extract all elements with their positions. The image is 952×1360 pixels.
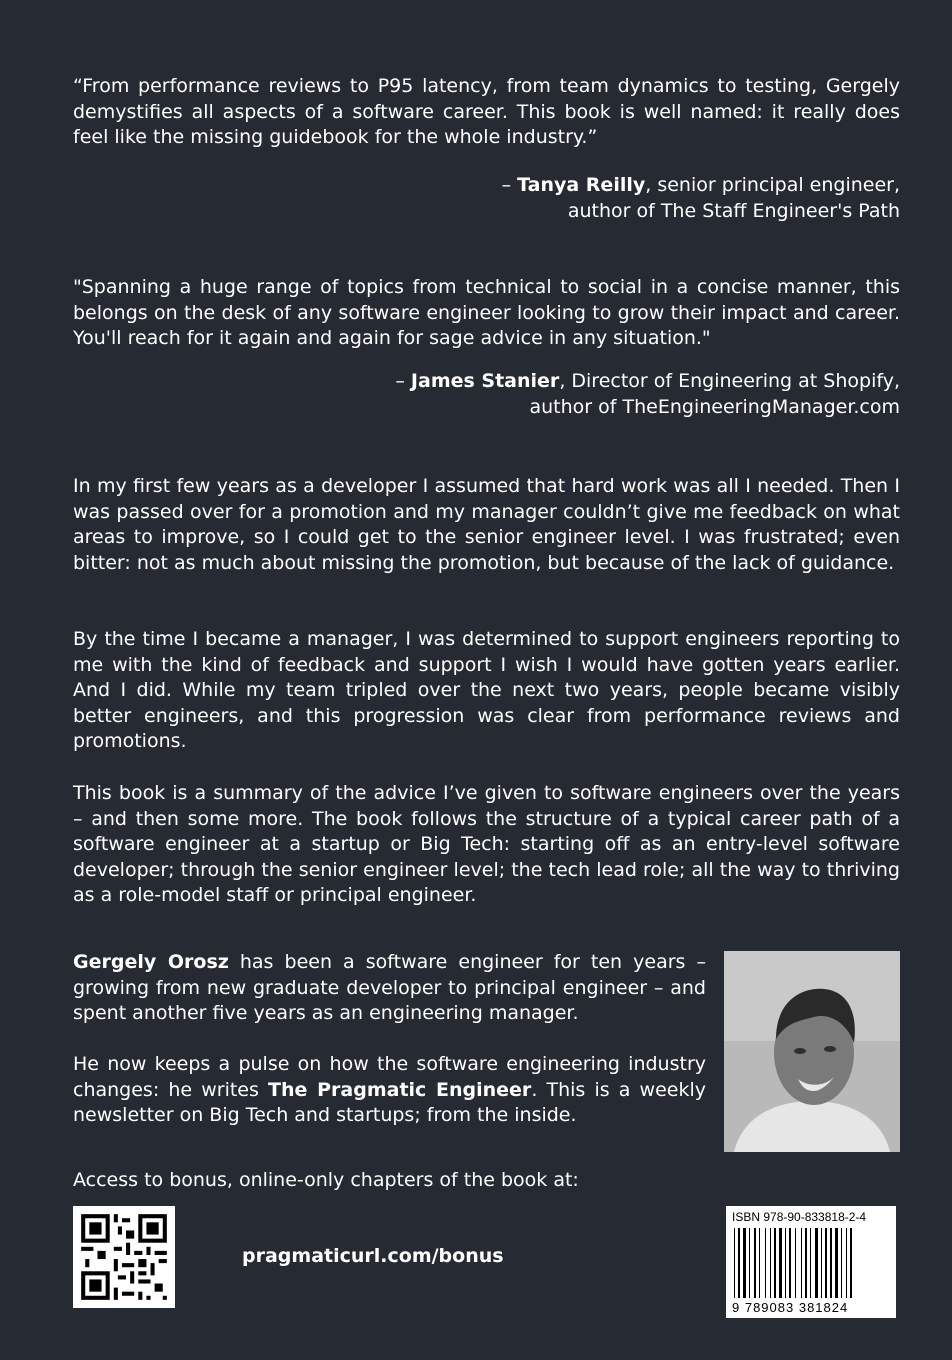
quote-2-role: , Director of Engineering at Shopify, [559, 370, 900, 392]
author-bio-newsletter-end: . This is a weekly newsletter on Big Tech and startups; from the inside. [73, 1078, 706, 1126]
description-paragraph-3: This book is a summary of the advice I’ve given to software engineers over the years – and then some more. The book follows the structure of a typical career path of a software engineer at a startup or Big Tech: starting off as an entry-level software developer; through the senior engineer level; the tech lead role; all the way to thriving as a role-model staff or principal engineer. [73, 782, 900, 906]
newsletter-name: The Pragmatic Engineer [268, 1078, 532, 1101]
description-paragraph-2: By the time I became a manager, I was determined to support engineers reporting to me with the kind of feedback and support I wish I would have gotten years earlier. And I did. While my team tripled over the next two years, people became visibly better engineers, and this progression was clear from performance reviews and promotions. [73, 628, 900, 752]
bonus-url[interactable]: pragmaticurl.com/bonus [242, 1245, 504, 1267]
quote-2-dash: – [395, 370, 411, 392]
isbn-barcode [726, 1206, 896, 1318]
quote-1-attribution [73, 173, 900, 224]
quote-1-dash: – [501, 174, 518, 196]
quote-1-credit: author of The Staff Engineer's Path [567, 199, 900, 222]
quote-1-text: “From performance reviews to P95 latency, from team dynamics to testing, Gergely demystifies all aspects of a software career. This book is well named: it really does feel like the missing guidebook for the whole industry.” [73, 75, 900, 148]
author-bio-paragraph-1 [73, 950, 706, 1027]
description-paragraph-1: In my first few years as a developer I assumed that hard work was all I needed. Then I was passed over for a promotion and my manager couldn’t give me feedback on what areas to improve, so I could get to the senior engineer level. I was frustrated; even bitter: not as much about missing the promotion, but because of the lack of guidance. [73, 475, 900, 574]
author-bio-newsletter-intro: He now keeps a pulse on how the software engineering industry changes: he writes [73, 1053, 706, 1101]
author-bio-paragraph-2 [73, 1052, 706, 1129]
author-bio-rest: has been a software engineer for ten years – growing from new graduate developer to principal engineer – and spent another five years as an engineering manager. [73, 951, 706, 1024]
author-name: Gergely Orosz [73, 951, 229, 973]
author-photo [724, 951, 900, 1152]
qr-code [73, 1206, 175, 1308]
quote-1-role: , senior principal engineer, [645, 174, 900, 196]
quote-1-author: Tanya Reilly [517, 174, 646, 196]
bonus-intro: Access to bonus, online-only chapters of the book at: [73, 1169, 579, 1191]
isbn-label: ISBN 978-90-833818-2-4 [732, 1210, 867, 1224]
quote-2-author: James Stanier [410, 370, 560, 392]
quote-2-credit: author of TheEngineeringManager.com [529, 395, 900, 418]
quote-2-attribution [73, 369, 900, 420]
quote-2-text: "Spanning a huge range of topics from technical to social in a concise manner, this belongs on the desk of any software engineer looking to grow their impact and career. You'll reach for it again and again for sage advice in any situation." [73, 276, 900, 349]
isbn-digits: 9 789083 381824 [732, 1300, 849, 1315]
